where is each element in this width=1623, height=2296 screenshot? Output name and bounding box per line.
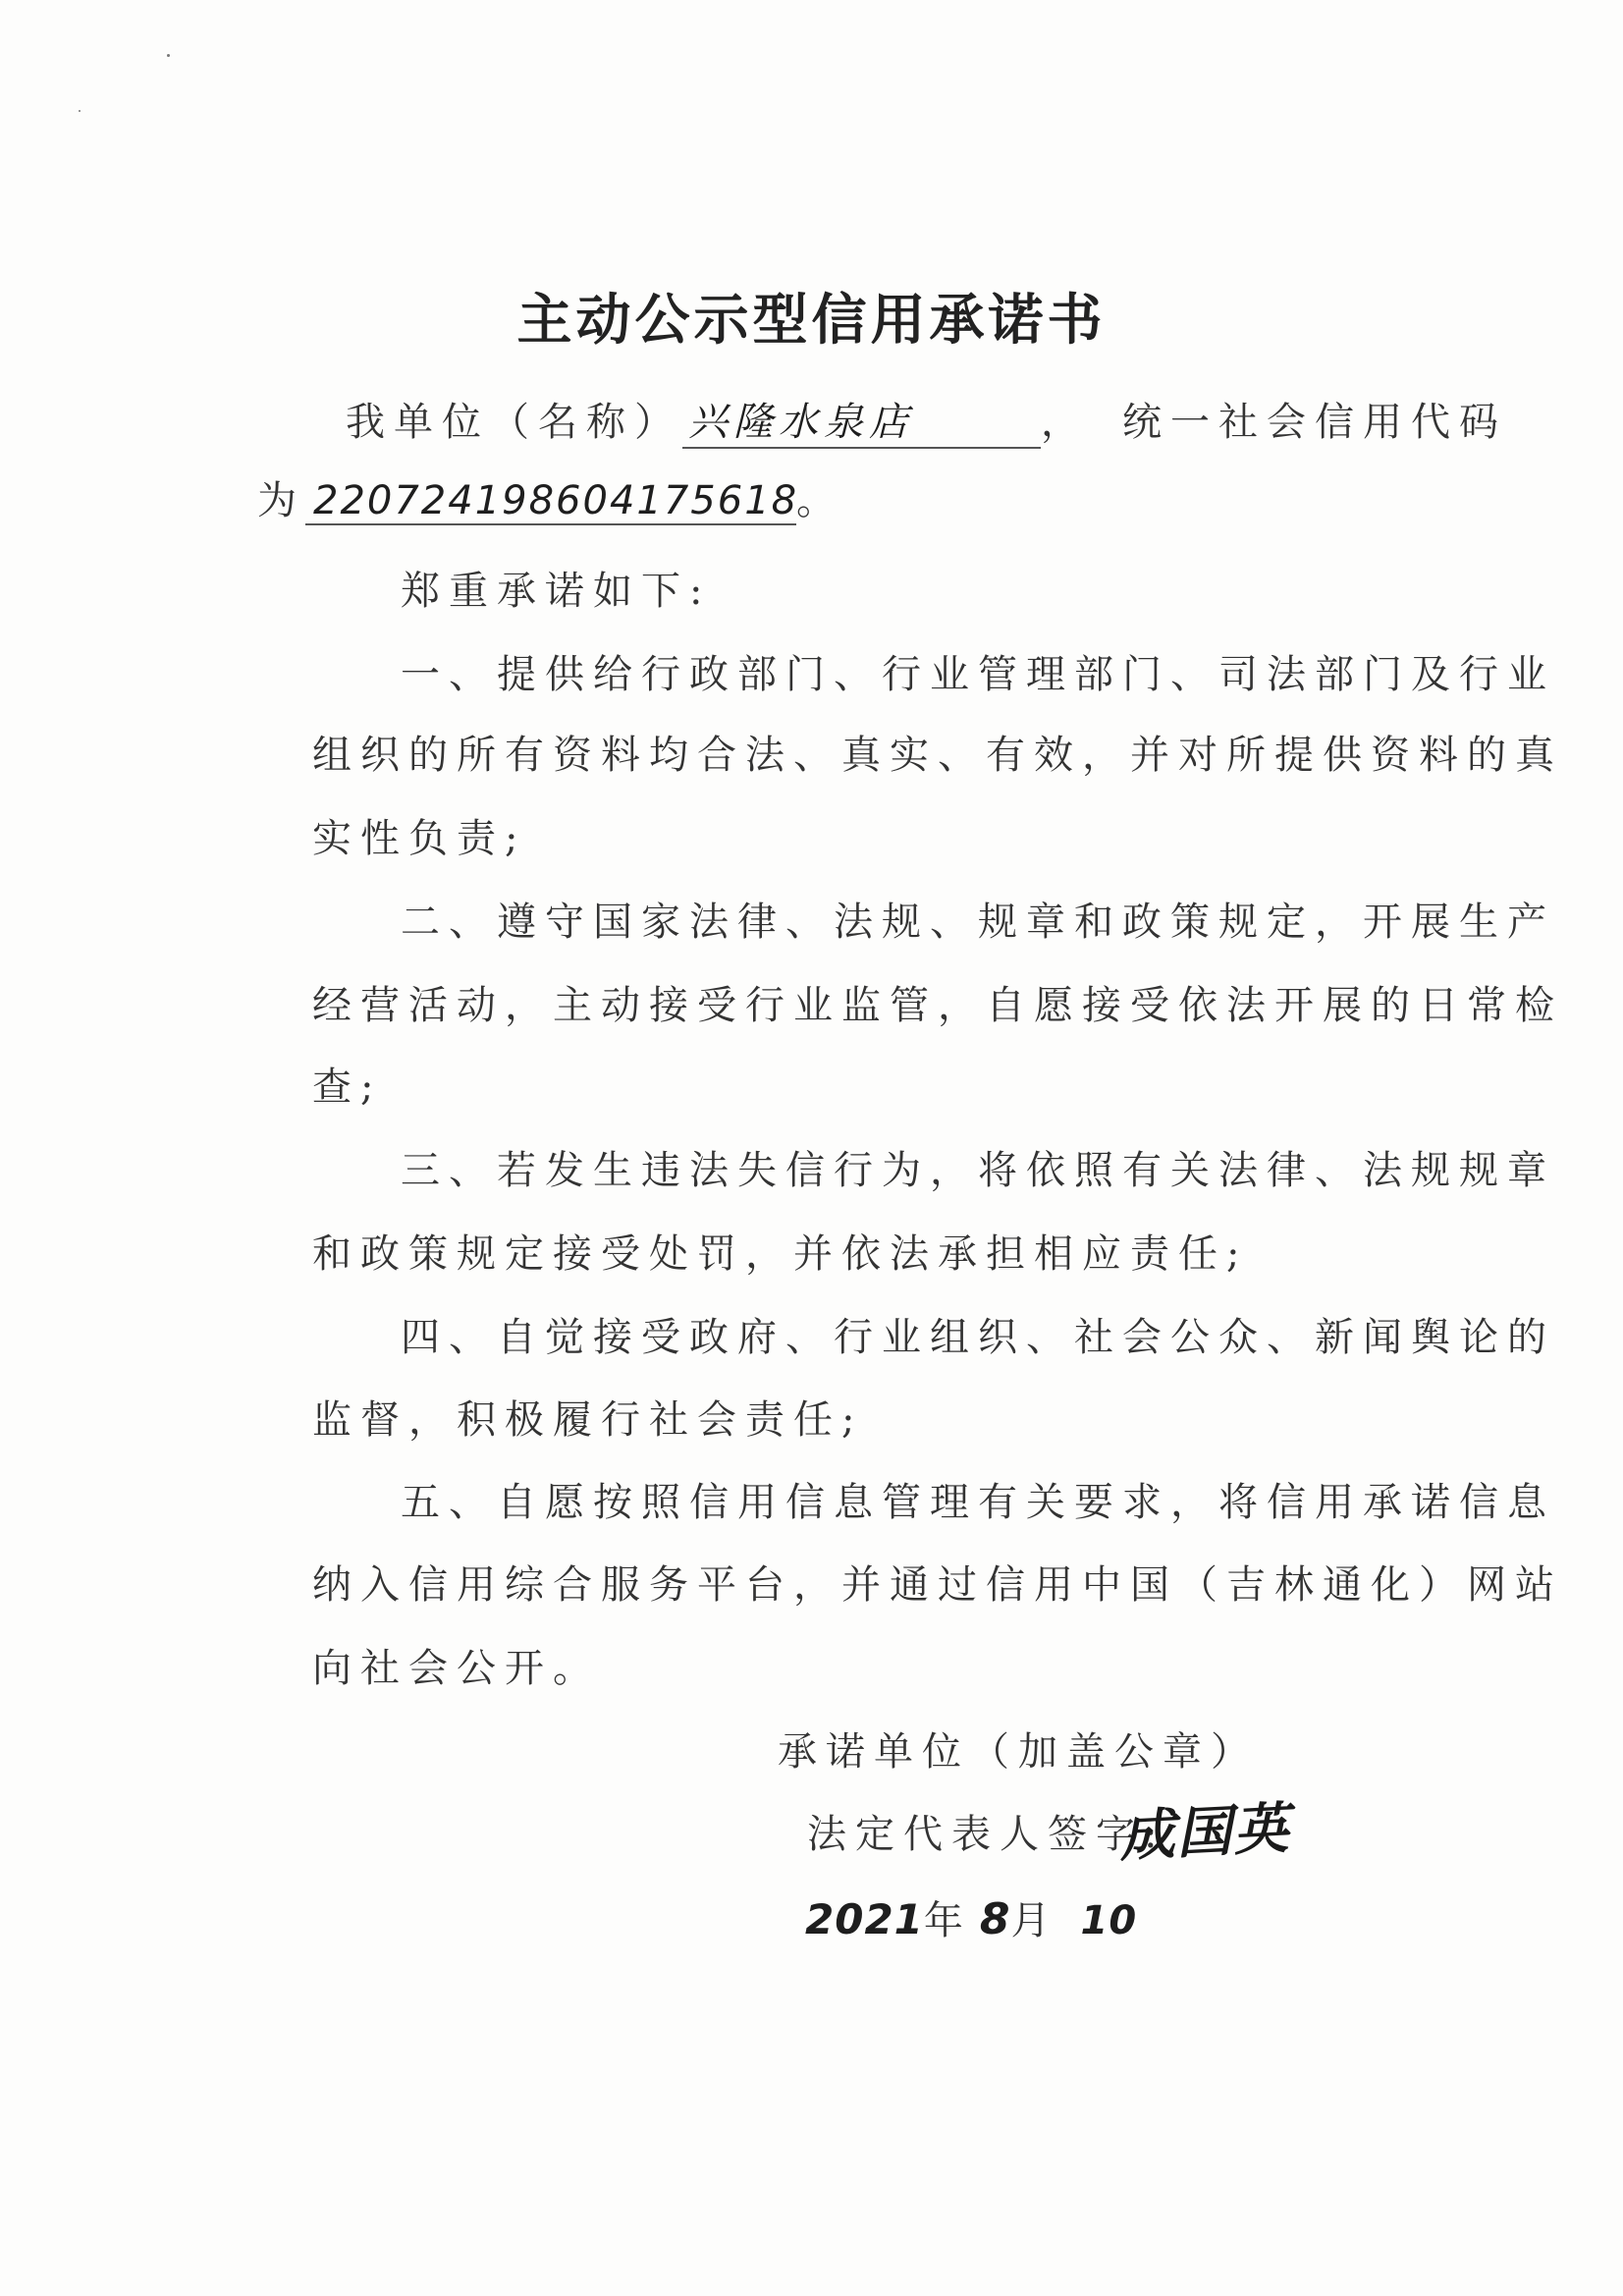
item-5-line-3: 向社会公开。 xyxy=(312,1646,601,1691)
date-line xyxy=(805,1889,1137,1945)
unit-name-field xyxy=(682,391,1041,449)
date-year: 2021 xyxy=(805,1895,924,1943)
date-month: 8 xyxy=(979,1894,1011,1944)
item-1-line-2: 组织的所有资料均合法、真实、有效，并对所提供资料的真 xyxy=(312,733,1563,778)
date-year-char: 年 xyxy=(923,1898,972,1943)
intro-wei: 为 xyxy=(257,478,305,523)
unit-name-handwritten: 兴隆水泉店 xyxy=(688,400,914,445)
legal-rep-line xyxy=(807,1803,1165,1859)
date-month-char: 月 xyxy=(1010,1898,1059,1943)
date-day: 10 xyxy=(1080,1898,1138,1943)
legal-rep-label: 法定代表人签字: xyxy=(807,1812,1166,1857)
scan-speck xyxy=(79,110,81,112)
item-5-line-2: 纳入信用综合服务平台，并通过信用中国（吉林通化）网站 xyxy=(312,1562,1563,1608)
item-5-line-1: 五、自愿按照信用信息管理有关要求，将信用承诺信息 xyxy=(401,1480,1555,1525)
item-3-line-1: 三、若发生违法失信行为，将依照有关法律、法规规章 xyxy=(401,1148,1555,1193)
credit-code-handwritten: 220724198604175618 xyxy=(313,478,799,523)
pledging-unit-label: 承诺单位（加盖公章） xyxy=(778,1729,1259,1775)
document-title: 主动公示型信用承诺书 xyxy=(516,288,1107,353)
item-2-line-1: 二、遵守国家法律、法规、规章和政策规定，开展生产 xyxy=(401,900,1555,945)
item-4-line-2: 监督，积极履行社会责任; xyxy=(312,1397,864,1443)
intro-line-1 xyxy=(346,391,1507,449)
pledge-heading: 郑重承诺如下: xyxy=(401,569,712,614)
intro-prefix: 我单位（名称） xyxy=(346,400,682,445)
intro-period: 。 xyxy=(796,478,844,523)
credit-code-label: 统一社会信用代码 xyxy=(1122,400,1507,445)
item-3-line-2: 和政策规定接受处罚，并依法承担相应责任; xyxy=(312,1231,1249,1277)
item-2-line-2: 经营活动，主动接受行业监管，自愿接受依法开展的日常检 xyxy=(312,983,1563,1028)
intro-line-2 xyxy=(257,469,844,525)
intro-comma: ， xyxy=(1041,400,1089,445)
scan-speck xyxy=(167,54,170,57)
item-2-line-3: 查; xyxy=(312,1065,383,1110)
item-1-line-1: 一、提供给行政部门、行业管理部门、司法部门及行业 xyxy=(401,652,1555,697)
legal-rep-signature: 成国英 xyxy=(1117,1795,1292,1870)
credit-code-field xyxy=(305,478,799,525)
item-4-line-1: 四、自觉接受政府、行业组织、社会公众、新闻舆论的 xyxy=(401,1315,1555,1360)
item-1-line-3: 实性负责; xyxy=(312,816,527,861)
